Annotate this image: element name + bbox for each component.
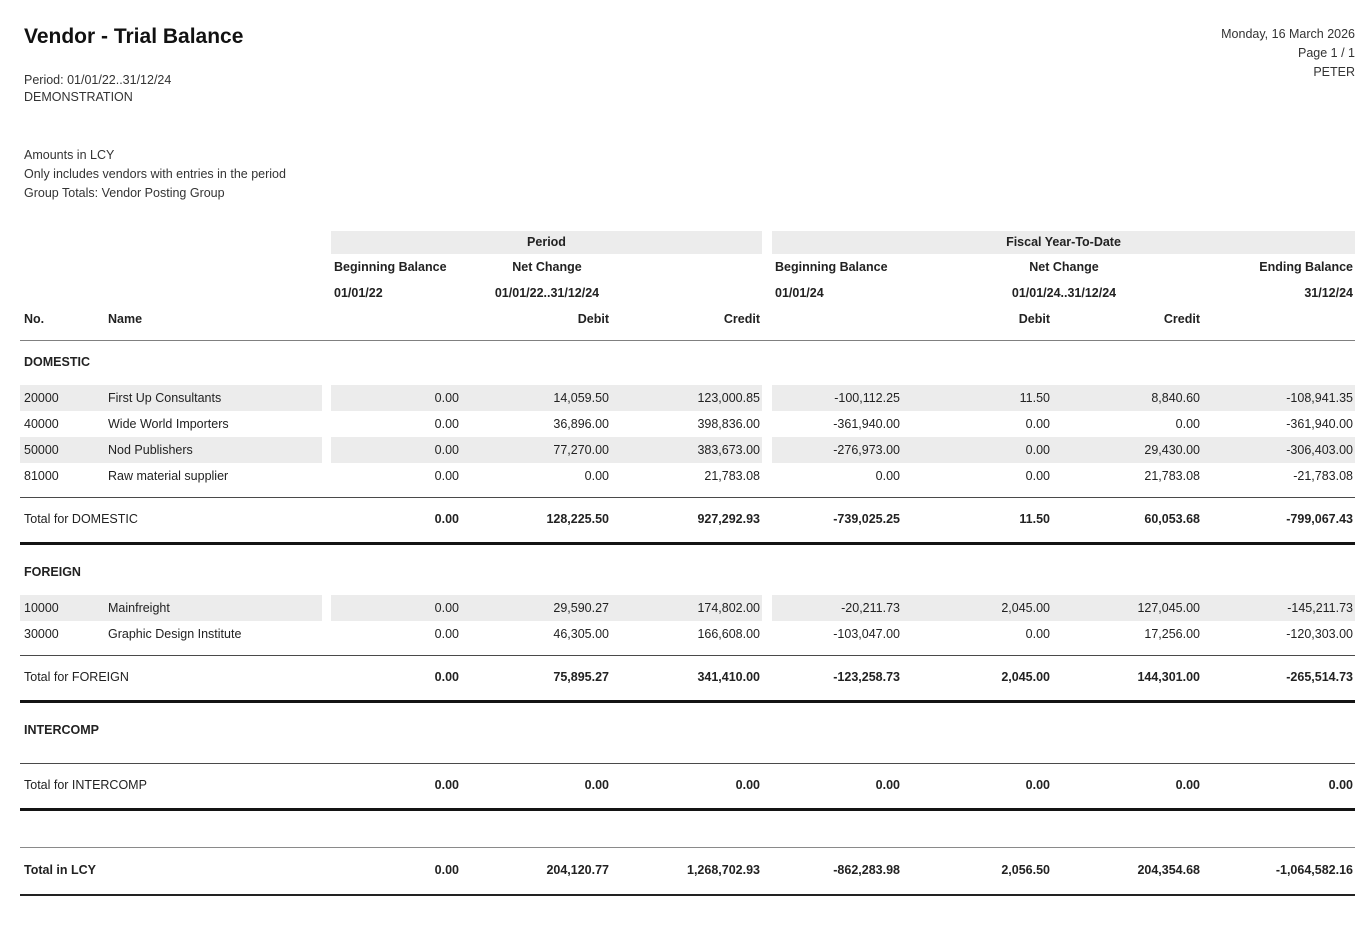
group-header-foreign: FOREIGN (24, 565, 81, 579)
fytd-net-change-label: Net Change (1029, 260, 1099, 274)
total-period-debit: 0.00 (584, 778, 609, 792)
cell-name: Raw material supplier (108, 469, 229, 483)
cell-ending-balance: -145,211.73 (1202, 595, 1355, 621)
name-column-header: Name (108, 312, 143, 326)
table-row (20, 385, 1355, 411)
cell-period-credit: 383,673.00 (611, 437, 762, 463)
cell-fytd-beginning-balance: -20,211.73 (772, 595, 902, 621)
fytd-beginning-balance-date: 01/01/24 (775, 286, 824, 300)
group-header-domestic: DOMESTIC (24, 355, 90, 369)
cell-fytd-credit: 21,783.08 (1144, 469, 1200, 483)
cell-period-credit: 123,000.85 (611, 385, 762, 411)
table-row (20, 437, 1355, 463)
group-totals-note: Group Totals: Vendor Posting Group (24, 186, 225, 200)
total-fytd-credit: 144,301.00 (1137, 670, 1200, 684)
fytd-ending-balance-date: 31/12/24 (1304, 286, 1354, 300)
cell-fytd-debit: 0.00 (1025, 417, 1050, 431)
group-total-row-foreign (20, 655, 1355, 703)
cell-fytd-debit: 0.00 (902, 437, 1052, 463)
cell-period-beginning-balance: 0.00 (331, 437, 461, 463)
total-period-credit: 927,292.93 (697, 512, 760, 526)
entries-filter-note: Only includes vendors with entries in the period (24, 167, 286, 181)
cell-no: 30000 (24, 627, 59, 641)
table-row (20, 621, 1355, 647)
cell-fytd-beginning-balance: -361,940.00 (833, 417, 900, 431)
cell-fytd-beginning-balance: -100,112.25 (772, 385, 902, 411)
cell-ending-balance: -306,403.00 (1202, 437, 1355, 463)
cell-period-debit: 0.00 (584, 469, 609, 483)
cell-period-beginning-balance: 0.00 (434, 469, 459, 483)
fytd-band-header: Fiscal Year-To-Date (772, 231, 1355, 254)
group-header-intercomp: INTERCOMP (24, 723, 99, 737)
period-beginning-balance-date: 01/01/22 (334, 286, 383, 300)
cell-name: Mainfreight (105, 595, 322, 621)
cell-fytd-debit: 0.00 (1025, 469, 1050, 483)
total-fytd-credit: 0.00 (1175, 778, 1200, 792)
total-fytd-beginning-balance: -123,258.73 (833, 670, 900, 684)
total-period-beginning-balance: 0.00 (434, 670, 459, 684)
cell-fytd-credit: 29,430.00 (1052, 437, 1202, 463)
total-period-beginning-balance: 0.00 (434, 863, 459, 877)
cell-fytd-beginning-balance: -103,047.00 (833, 627, 900, 641)
total-fytd-beginning-balance: -862,283.98 (833, 863, 900, 877)
total-period-debit: 204,120.77 (546, 863, 609, 877)
page-title: Vendor - Trial Balance (24, 25, 244, 48)
cell-period-beginning-balance: 0.00 (331, 385, 461, 411)
report-header (20, 22, 1355, 106)
total-period-credit: 1,268,702.93 (687, 863, 760, 877)
period-net-change-date: 01/01/22..31/12/24 (494, 286, 600, 300)
cell-no: 81000 (24, 469, 59, 483)
header-divider (20, 332, 1355, 341)
cell-fytd-debit: 11.50 (902, 385, 1052, 411)
period-debit-column-header: Debit (577, 312, 609, 326)
cell-fytd-credit: 127,045.00 (1052, 595, 1202, 621)
cell-ending-balance: -21,783.08 (1293, 469, 1353, 483)
fytd-ending-balance-label: Ending Balance (1259, 260, 1354, 274)
period-net-change-label: Net Change (512, 260, 582, 274)
no-column-header: No. (24, 312, 45, 326)
user-id: PETER (1313, 65, 1355, 79)
cell-fytd-beginning-balance: 0.00 (875, 469, 900, 483)
total-fytd-credit: 204,354.68 (1137, 863, 1200, 877)
group-total-label: Total for INTERCOMP (24, 778, 147, 792)
band-header-row (20, 231, 1355, 254)
cell-no: 20000 (20, 385, 105, 411)
total-ending-balance: -799,067.43 (1286, 512, 1353, 526)
cell-period-debit: 77,270.00 (461, 437, 611, 463)
cell-name: First Up Consultants (105, 385, 322, 411)
total-fytd-beginning-balance: -739,025.25 (833, 512, 900, 526)
total-fytd-credit: 60,053.68 (1144, 512, 1200, 526)
cell-fytd-debit: 2,045.00 (902, 595, 1052, 621)
total-ending-balance: -265,514.73 (1286, 670, 1353, 684)
group-total-row-intercomp (20, 763, 1355, 811)
company-name: DEMONSTRATION (24, 90, 133, 104)
header-left (20, 22, 243, 106)
table-row (20, 411, 1355, 437)
fytd-debit-column-header: Debit (1018, 312, 1050, 326)
total-fytd-debit: 2,056.50 (1001, 863, 1050, 877)
cell-no: 40000 (24, 417, 59, 431)
cell-name: Wide World Importers (108, 417, 229, 431)
total-period-credit: 0.00 (735, 778, 760, 792)
cell-no: 50000 (20, 437, 105, 463)
cell-fytd-credit: 8,840.60 (1052, 385, 1202, 411)
cell-ending-balance: -108,941.35 (1202, 385, 1355, 411)
cell-period-beginning-balance: 0.00 (331, 595, 461, 621)
cell-fytd-credit: 17,256.00 (1144, 627, 1200, 641)
grand-total-label: Total in LCY (24, 863, 96, 877)
subheader-label-row (20, 254, 1355, 280)
cell-name: Graphic Design Institute (108, 627, 242, 641)
cell-period-beginning-balance: 0.00 (434, 627, 459, 641)
total-ending-balance: -1,064,582.16 (1275, 863, 1353, 877)
total-fytd-beginning-balance: 0.00 (875, 778, 900, 792)
total-fytd-debit: 0.00 (1025, 778, 1050, 792)
total-period-credit: 341,410.00 (697, 670, 760, 684)
cell-period-credit: 21,783.08 (704, 469, 760, 483)
total-fytd-debit: 2,045.00 (1001, 670, 1050, 684)
table-row (20, 463, 1355, 489)
cell-period-debit: 46,305.00 (553, 627, 609, 641)
cell-fytd-debit: 0.00 (1025, 627, 1050, 641)
total-period-debit: 75,895.27 (553, 670, 609, 684)
subheader-date-row (20, 280, 1355, 306)
cell-period-credit: 398,836.00 (697, 417, 760, 431)
cell-no: 10000 (20, 595, 105, 621)
header-right (1221, 22, 1355, 82)
period-filter-line: Period: 01/01/22..31/12/24 (24, 73, 172, 87)
total-ending-balance: 0.00 (1328, 778, 1353, 792)
cell-fytd-beginning-balance: -276,973.00 (772, 437, 902, 463)
total-period-debit: 128,225.50 (546, 512, 609, 526)
cell-period-debit: 29,590.27 (461, 595, 611, 621)
total-fytd-debit: 11.50 (1019, 512, 1050, 526)
cell-period-beginning-balance: 0.00 (434, 417, 459, 431)
cell-period-debit: 14,059.50 (461, 385, 611, 411)
cell-ending-balance: -361,940.00 (1286, 417, 1353, 431)
group-total-label: Total for DOMESTIC (24, 512, 138, 526)
fytd-net-change-date: 01/01/24..31/12/24 (1011, 286, 1117, 300)
group-total-row-domestic (20, 497, 1355, 545)
group-total-label: Total for FOREIGN (24, 670, 129, 684)
report-options (20, 146, 1355, 203)
cell-period-credit: 174,802.00 (611, 595, 762, 621)
amounts-in-lcy-note: Amounts in LCY (24, 148, 115, 162)
cell-name: Nod Publishers (105, 437, 322, 463)
cell-period-debit: 36,896.00 (553, 417, 609, 431)
table-row (20, 595, 1355, 621)
fytd-credit-column-header: Credit (1163, 312, 1200, 326)
period-band-header: Period (331, 231, 762, 254)
total-period-beginning-balance: 0.00 (434, 512, 459, 526)
total-period-beginning-balance: 0.00 (434, 778, 459, 792)
cell-fytd-credit: 0.00 (1175, 417, 1200, 431)
period-credit-column-header: Credit (723, 312, 760, 326)
column-header-row (20, 306, 1355, 332)
print-date: Monday, 16 March 2026 (1221, 27, 1355, 41)
cell-period-credit: 166,608.00 (697, 627, 760, 641)
fytd-beginning-balance-label: Beginning Balance (775, 260, 888, 274)
period-beginning-balance-label: Beginning Balance (334, 260, 447, 274)
grand-total-row (20, 847, 1355, 896)
cell-ending-balance: -120,303.00 (1286, 627, 1353, 641)
page-number: Page 1 / 1 (1298, 46, 1355, 60)
